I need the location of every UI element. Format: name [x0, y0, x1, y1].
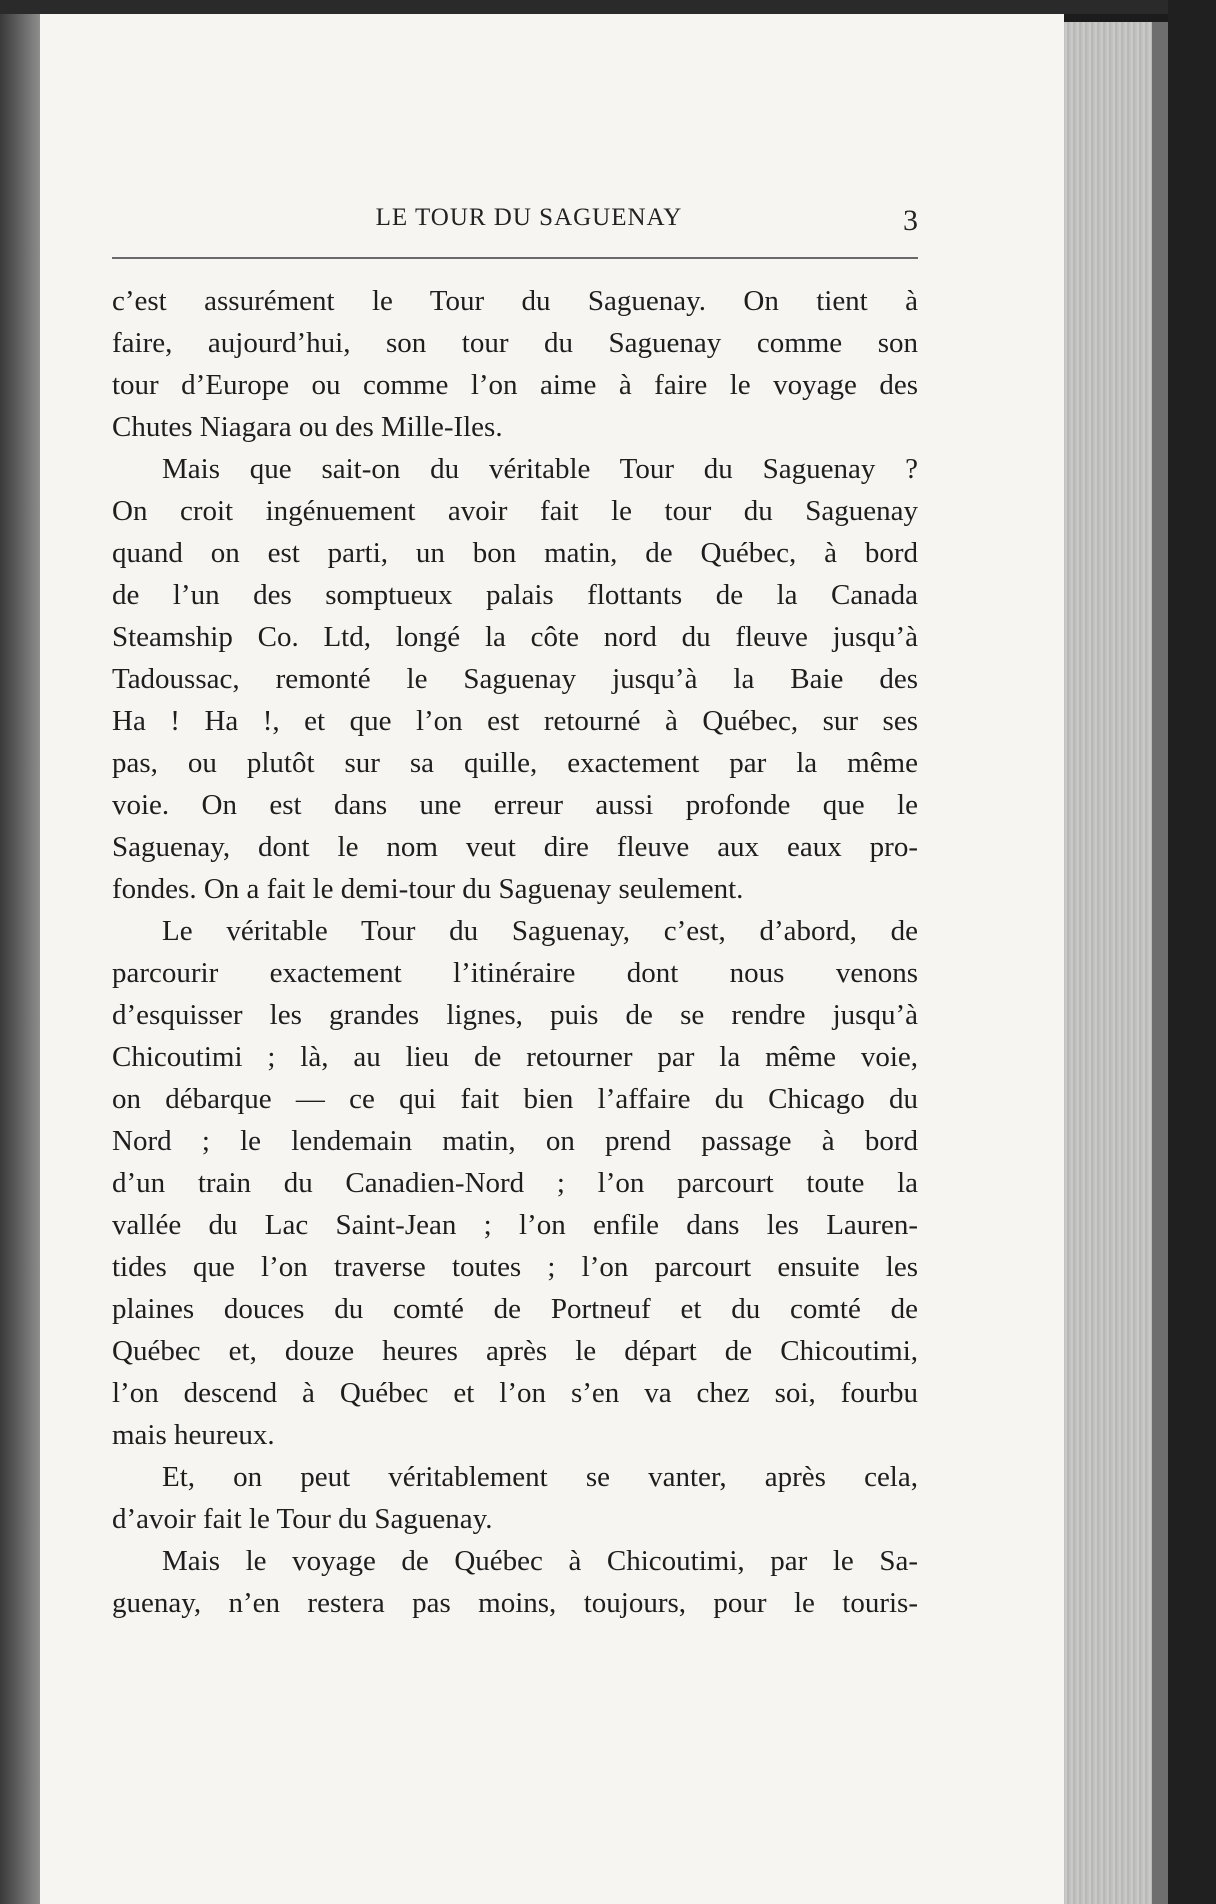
body-text — [112, 280, 918, 1624]
text-line: d’avoir fait le Tour du Saguenay. — [112, 1503, 493, 1535]
text-line: tour d’Europe ou comme l’on aime à faire le voyage des — [112, 369, 918, 401]
text-line: Québec et, douze heures après le départ de Chicoutimi, — [112, 1335, 918, 1367]
text-line: voie. On est dans une erreur aussi profonde que le — [112, 789, 918, 821]
text-line: de l’un des somptueux palais flottants de la Canada — [112, 579, 918, 611]
text-line: On croit ingénuement avoir fait le tour du Saguenay — [112, 495, 918, 527]
text-line: Et, on peut véritablement se vanter, après cela, — [162, 1461, 918, 1493]
page-stack-edge — [1064, 22, 1152, 1904]
page-number: 3 — [903, 204, 918, 237]
text-line: plaines douces du comté de Portneuf et du comté de — [112, 1293, 918, 1325]
text-line: parcourir exactement l’itinéraire dont nous venons — [112, 957, 918, 989]
text-line: Mais le voyage de Québec à Chicoutimi, par le Sa- — [162, 1545, 918, 1577]
text-line: Tadoussac, remonté le Saguenay jusqu’à la Baie des — [112, 663, 918, 695]
header-rule — [112, 257, 918, 259]
text-line: Chutes Niagara ou des Mille-Iles. — [112, 411, 503, 443]
text-line: d’un train du Canadien-Nord ; l’on parcourt toute la — [112, 1167, 918, 1199]
text-line: d’esquisser les grandes lignes, puis de se rendre jusqu’à — [112, 999, 918, 1031]
text-line: mais heureux. — [112, 1419, 275, 1451]
running-header — [112, 204, 918, 240]
text-line: tides que l’on traverse toutes ; l’on parcourt ensuite les — [112, 1251, 918, 1283]
text-line: l’on descend à Québec et l’on s’en va chez soi, fourbu — [112, 1377, 918, 1409]
text-line: c’est assurément le Tour du Saguenay. On tient à — [112, 285, 918, 317]
running-header-title: LE TOUR DU SAGUENAY — [375, 204, 683, 231]
text-line: Nord ; le lendemain matin, on prend passage à bord — [112, 1125, 918, 1157]
text-line: fondes. On a fait le demi-tour du Saguenay seulement. — [112, 873, 744, 905]
scanner-background-top — [0, 0, 1216, 14]
text-line: faire, aujourd’hui, son tour du Saguenay comme son — [112, 327, 918, 359]
text-line: Ha ! Ha !, et que l’on est retourné à Québec, sur ses — [112, 705, 918, 737]
text-line: Le véritable Tour du Saguenay, c’est, d’abord, de — [162, 915, 918, 947]
text-line: vallée du Lac Saint-Jean ; l’on enfile dans les Lauren- — [112, 1209, 918, 1241]
text-line: guenay, n’en restera pas moins, toujours, pour le touris- — [112, 1587, 918, 1619]
scanner-background-right — [1168, 0, 1216, 1904]
text-line: pas, ou plutôt sur sa quille, exactement par la même — [112, 747, 918, 779]
text-line: Mais que sait-on du véritable Tour du Saguenay ? — [162, 453, 918, 485]
text-line: Chicoutimi ; là, au lieu de retourner par la même voie, — [112, 1041, 918, 1073]
text-line: Steamship Co. Ltd, longé la côte nord du fleuve jusqu’à — [112, 621, 918, 653]
text-line: on débarque — ce qui fait bien l’affaire du Chicago du — [112, 1083, 918, 1115]
text-line: Saguenay, dont le nom veut dire fleuve aux eaux pro- — [112, 831, 918, 863]
left-page-edge — [0, 14, 40, 1904]
page-stack-shadow — [1152, 22, 1168, 1904]
text-line: quand on est parti, un bon matin, de Québec, à bord — [112, 537, 918, 569]
